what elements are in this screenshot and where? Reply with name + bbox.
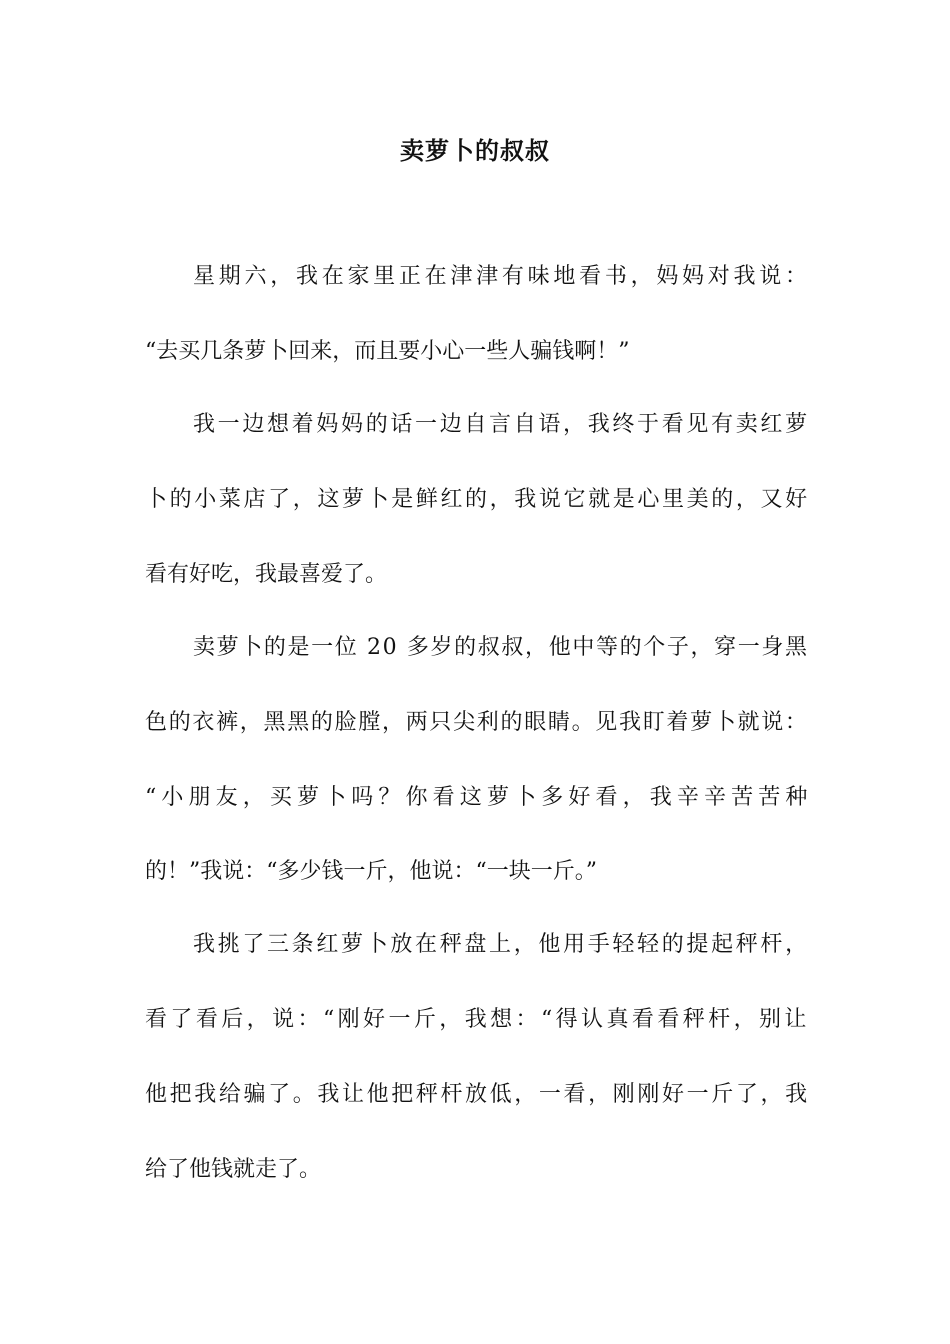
text-line: 我挑了三条红萝卜放在秤盘上，他用手轻轻的提起秤杆， xyxy=(193,932,810,957)
text-line: 卖萝卜的是一位 20 多岁的叔叔，他中等的个子，穿一身黑 xyxy=(193,635,809,660)
text-line: “小朋友，买萝卜吗？你看这萝卜多好看，我辛辛苦苦种 xyxy=(145,785,813,810)
text-line: 我一边想着妈妈的话一边自言自语，我终于看见有卖红萝 xyxy=(193,412,810,437)
text-line: 色的衣裤，黑黑的脸膛，两只尖利的眼睛。见我盯着萝卜就说： xyxy=(145,710,809,735)
text-line: 星期六，我在家里正在津津有味地看书，妈妈对我说： xyxy=(193,264,811,289)
text-line: 看有好吃，我最喜爱了。 xyxy=(145,562,388,587)
text-line: 卜的小菜店了，这萝卜是鲜红的，我说它就是心里美的，又好 xyxy=(145,487,810,512)
text-line: 看了看后，说：“刚好一斤，我想：“得认真看看秤杆，别让 xyxy=(145,1007,810,1032)
text-line: 的！”我说：“多少钱一斤，他说：“一块一斤。” xyxy=(145,859,597,884)
text-line: 他把我给骗了。我让他把秤杆放低，一看，刚刚好一斤了，我 xyxy=(145,1082,810,1107)
document-title: 卖萝卜的叔叔 xyxy=(400,136,550,165)
text-line: 给了他钱就走了。 xyxy=(145,1157,322,1182)
text-line: “去买几条萝卜回来，而且要小心一些人骗钱啊！” xyxy=(145,339,630,364)
